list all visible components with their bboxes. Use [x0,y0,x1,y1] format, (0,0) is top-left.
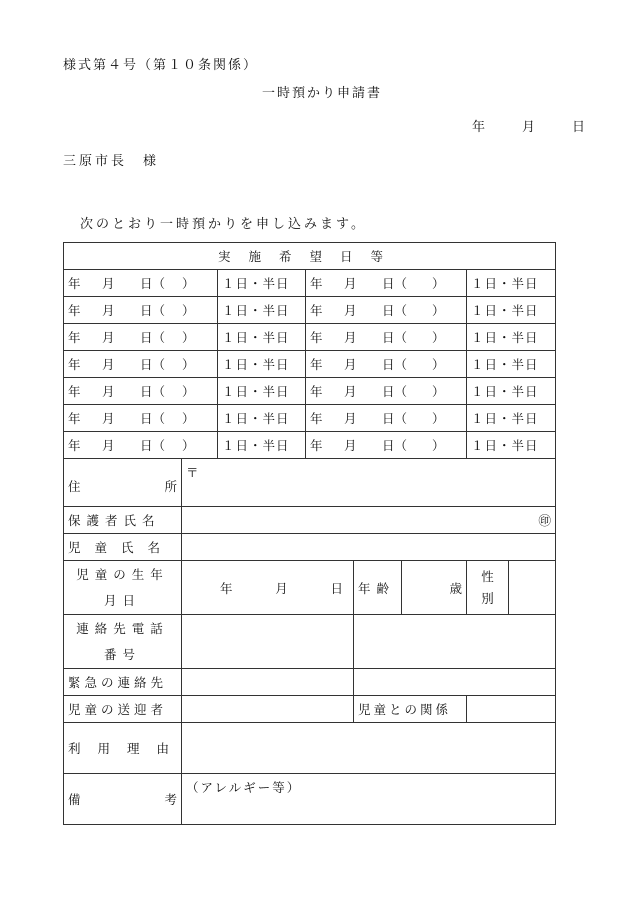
schedule-date-left[interactable] [64,324,218,351]
schedule-month: 月 [102,384,115,399]
schedule-date-right[interactable] [306,378,467,405]
schedule-row [64,378,556,405]
schedule-date-right[interactable] [306,432,467,459]
guardian-name-field[interactable] [182,507,556,534]
schedule-day-open: 日（ [140,438,166,453]
schedule-day-close: ） [182,411,195,426]
schedule-day-open: 日（ [382,357,408,372]
relation-field[interactable] [467,696,556,723]
age-label: 年齢 [354,561,402,615]
schedule-row [64,405,556,432]
phone-label: 連絡先電話番号 [64,615,182,669]
schedule-date-left[interactable] [64,432,218,459]
application-form-table [63,242,556,825]
schedule-day-close: ） [182,276,195,291]
schedule-year: 年 [68,357,81,372]
schedule-duration-right[interactable]: １日・半日 [467,270,556,297]
schedule-header: 実施希望日等 [64,243,556,270]
schedule-day-close: ） [432,357,445,372]
reason-field[interactable] [182,723,556,774]
schedule-day-close: ） [432,384,445,399]
schedule-date-right[interactable] [306,270,467,297]
schedule-month: 月 [344,276,357,291]
schedule-day-open: 日（ [140,411,166,426]
schedule-date-left[interactable] [64,351,218,378]
relation-label: 児童との関係 [354,696,467,723]
schedule-month: 月 [344,438,357,453]
schedule-day-close: ） [182,438,195,453]
schedule-rows [64,270,556,459]
schedule-day-close: ） [182,330,195,345]
age-field[interactable] [402,561,467,615]
schedule-year: 年 [310,384,323,399]
age-unit: 歳 [449,580,462,596]
birth-day: 日 [330,580,343,596]
remarks-label-2: 考 [164,792,177,807]
schedule-date-left[interactable] [64,378,218,405]
schedule-duration-left[interactable]: １日・半日 [218,297,306,324]
schedule-date-left[interactable] [64,405,218,432]
schedule-row [64,270,556,297]
remarks-field[interactable] [182,774,556,825]
intro-text: 次のとおり一時預かりを申し込みます。 [80,217,367,232]
schedule-date-left[interactable] [64,270,218,297]
schedule-month: 月 [102,330,115,345]
date-day: 日 [572,120,588,135]
schedule-year: 年 [68,330,81,345]
address-label-2: 所 [164,479,177,494]
schedule-day-close: ） [182,303,195,318]
date-year: 年 [472,120,488,135]
schedule-year: 年 [68,438,81,453]
schedule-duration-left[interactable]: １日・半日 [218,432,306,459]
schedule-month: 月 [102,303,115,318]
remarks-label [64,774,182,825]
schedule-month: 月 [344,384,357,399]
schedule-day-open: 日（ [382,303,408,318]
schedule-year: 年 [310,303,323,318]
child-name-label: 児童氏名 [64,534,182,561]
schedule-month: 月 [344,330,357,345]
schedule-date-left[interactable] [64,297,218,324]
guardian-label: 保護者氏名 [64,507,182,534]
emergency-field-2[interactable] [354,669,556,696]
schedule-row [64,432,556,459]
schedule-duration-left[interactable]: １日・半日 [218,324,306,351]
schedule-date-right[interactable] [306,324,467,351]
address-field[interactable] [182,459,556,507]
schedule-row [64,297,556,324]
schedule-day-close: ） [182,357,195,372]
schedule-day-open: 日（ [382,384,408,399]
seal-mark: ㊞ [538,513,552,528]
schedule-day-open: 日（ [140,303,166,318]
schedule-duration-right[interactable]: １日・半日 [467,324,556,351]
schedule-duration-right[interactable]: １日・半日 [467,432,556,459]
schedule-row [64,351,556,378]
form-number: 様式第４号（第１０条関係） [63,58,259,73]
schedule-duration-right[interactable]: １日・半日 [467,297,556,324]
schedule-row [64,324,556,351]
postal-mark: 〒 [186,465,199,480]
schedule-day-open: 日（ [140,330,166,345]
schedule-day-close: ） [432,303,445,318]
schedule-day-open: 日（ [140,384,166,399]
schedule-year: 年 [310,357,323,372]
pickup-field[interactable] [182,696,354,723]
schedule-date-right[interactable] [306,405,467,432]
birth-year: 年 [220,580,233,596]
sex-label: 性別 [467,561,509,615]
schedule-month: 月 [344,411,357,426]
schedule-year: 年 [68,303,81,318]
schedule-date-right[interactable] [306,297,467,324]
sex-field[interactable] [509,561,556,615]
birth-month: 月 [275,580,288,596]
schedule-year: 年 [310,276,323,291]
schedule-day-open: 日（ [382,411,408,426]
schedule-month: 月 [102,411,115,426]
schedule-day-open: 日（ [140,357,166,372]
addressee: 三原市長 様 [63,154,160,169]
schedule-month: 月 [344,303,357,318]
schedule-day-close: ） [432,438,445,453]
document-title: 一時預かり申請書 [262,86,383,101]
phone-field-2[interactable] [354,615,556,669]
emergency-field-1[interactable] [182,669,354,696]
schedule-duration-left[interactable]: １日・半日 [218,351,306,378]
schedule-day-close: ） [432,411,445,426]
phone-field-1[interactable] [182,615,354,669]
schedule-duration-left[interactable]: １日・半日 [218,378,306,405]
schedule-duration-right[interactable]: １日・半日 [467,351,556,378]
birth-label: 児童の生年月日 [64,561,182,615]
schedule-duration-left[interactable]: １日・半日 [218,270,306,297]
schedule-duration-left[interactable]: １日・半日 [218,405,306,432]
schedule-day-close: ） [182,384,195,399]
schedule-year: 年 [310,438,323,453]
birth-date-field[interactable] [182,561,354,615]
schedule-month: 月 [102,438,115,453]
schedule-duration-right[interactable]: １日・半日 [467,405,556,432]
schedule-duration-right[interactable]: １日・半日 [467,378,556,405]
schedule-month: 月 [102,276,115,291]
schedule-day-close: ） [432,330,445,345]
pickup-label: 児童の送迎者 [64,696,182,723]
schedule-year: 年 [68,384,81,399]
emergency-label: 緊急の連絡先 [64,669,182,696]
schedule-year: 年 [68,276,81,291]
child-name-field[interactable] [182,534,556,561]
schedule-date-right[interactable] [306,351,467,378]
schedule-day-close: ） [432,276,445,291]
remarks-label-1: 備 [68,792,81,807]
schedule-month: 月 [344,357,357,372]
reason-label: 利用理由 [64,723,182,774]
schedule-month: 月 [102,357,115,372]
schedule-day-open: 日（ [382,330,408,345]
address-label-1: 住 [68,479,81,494]
date-month: 月 [522,120,538,135]
schedule-day-open: 日（ [382,276,408,291]
schedule-day-open: 日（ [140,276,166,291]
remarks-hint: （アレルギー等） [186,780,302,795]
schedule-year: 年 [310,330,323,345]
address-label [64,459,182,507]
schedule-year: 年 [68,411,81,426]
schedule-year: 年 [310,411,323,426]
schedule-day-open: 日（ [382,438,408,453]
